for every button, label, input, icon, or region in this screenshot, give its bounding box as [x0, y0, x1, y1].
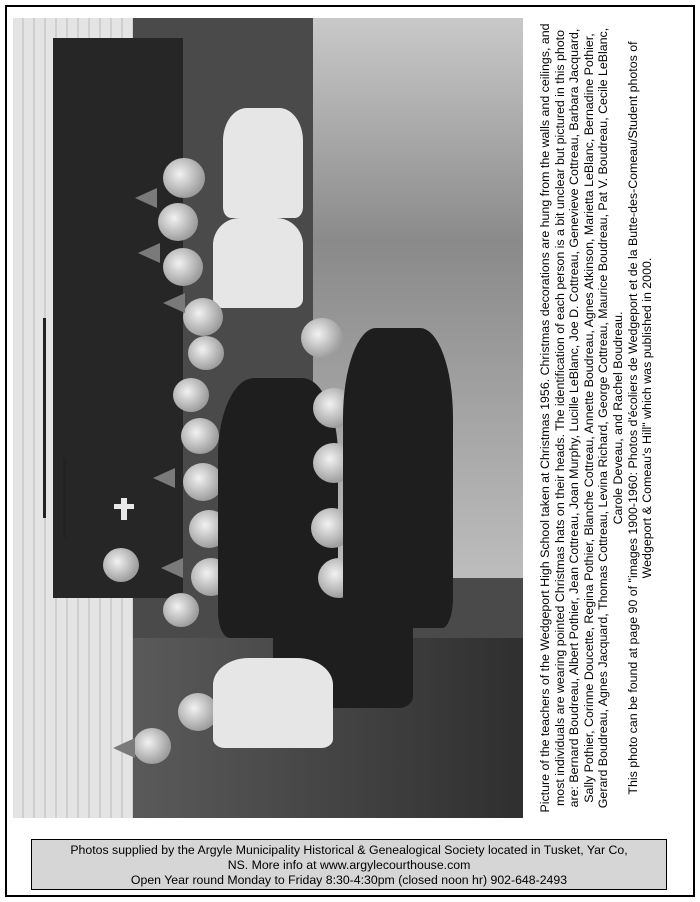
photo-hat: [138, 243, 160, 263]
photo-person: [223, 108, 303, 218]
photo-person-head: [163, 248, 203, 286]
photo-hat: [135, 188, 157, 208]
photo-person-head: [183, 298, 223, 336]
photo-hat: [163, 293, 185, 313]
photo-person: [213, 218, 303, 308]
photo-garland: [63, 458, 66, 538]
photo-person-head: [301, 318, 343, 358]
photo-person-head: [158, 203, 198, 241]
photo-cross: [121, 498, 127, 520]
photo-person-head: [178, 693, 218, 731]
photo-hat: [113, 738, 135, 758]
footer-line-1: Photos supplied by the Argyle Municipality Historical & Genealogical Society located in Tusket, Yar Co,: [70, 843, 628, 857]
photo-person-head: [163, 158, 205, 198]
photo-person-head: [188, 336, 224, 370]
photo-person-head: [173, 378, 209, 412]
photo-garland: [43, 318, 46, 518]
photo-person-head: [133, 728, 171, 764]
caption-source: This photo can be found at page 90 of "images 1900-1960: Photos d'écoliers de Wedgeport et de la Butte-des-Comeau/Student photos of Wedgeport & Comeau's Hill" which was published in 2000.: [625, 41, 655, 795]
footer-line-3: Open Year round Monday to Friday 8:30-4:30pm (closed noon hr) 902-648-2493: [130, 873, 568, 887]
photo-blackboard: [53, 38, 183, 598]
photo-person: [343, 328, 453, 628]
photo-person: [213, 658, 333, 748]
photo-person-head: [181, 418, 219, 454]
photo-hat: [153, 468, 175, 488]
caption-text: Picture of the teachers of the Wedgeport High School taken at Christmas 1956. Christmas decorations are hung from the walls and ceilings, and most individuals are wearing pointed Christmas hats on their heads. The identification of each person is a bit unclear but pictured in this photo are: Bernard Boudreau, Albert Pothier, Jean Cottreau, Joan Murphy, Lucille LeBlanc, Joe D. Cottreau, Genevieve Cottreau, Barbara Jacquard, Sally Pothier, Corinne Doucette, Regina Pothier, Blanche Cottreau, Annette Boudreau, Agnes Atkinson, Marietta LeBlanc, Bernadine Pothier, Gerard Boudreau, Agnes Jacquard, Thomas Cottreau, Levina Richard, George Cottreau, Maurice Boudreau, Pat V. Boudreau, Cecile LeBlanc, Carole Deveau, and Rachel Boudreau.: [538, 23, 625, 813]
photo-hat: [161, 558, 183, 578]
footer-box: [31, 839, 667, 890]
photo-person-head: [103, 548, 139, 582]
photo-caption: [530, 18, 690, 818]
footer-line-2: NS. More info at www.argylecourthouse.com: [227, 858, 471, 872]
historical-photo: [13, 18, 523, 818]
photo-person-head: [163, 593, 199, 627]
caption-area: [530, 18, 690, 818]
photo-person-head: [183, 463, 223, 501]
